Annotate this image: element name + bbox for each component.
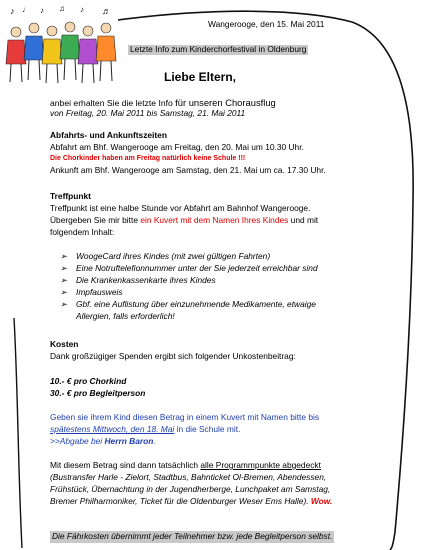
program-line-4 bbox=[50, 497, 332, 507]
program-line-1-prefix: Mit diesem Betrag sind dann tatsächlich bbox=[50, 460, 201, 470]
list-item: ➢ Impfausweis bbox=[60, 287, 123, 298]
departure-text: Abfahrt am Bhf. Wangerooge am Freitag, den 20. Mai um 10.30 Uhr. bbox=[50, 142, 304, 152]
arrival-text: Ankunft am Bhf. Wangerooge am Samstag, den 21. Mai um ca. 17.30 Uhr. bbox=[50, 165, 326, 175]
meeting-line-2 bbox=[50, 216, 318, 226]
costs-heading: Kosten bbox=[50, 339, 79, 349]
arrow-bullet-icon: ➢ bbox=[60, 299, 68, 310]
teacher-name: Herrn Baron bbox=[104, 436, 154, 446]
list-item: ➢ Eine Notrufteleﬁonnummer unter der Sie jederzeit erreichbar sind bbox=[60, 263, 318, 274]
payment-line-3 bbox=[50, 437, 156, 447]
meeting-line-1: Treffpunkt ist eine halbe Stunde vor Abfahrt am Bahnhof Wangerooge. bbox=[50, 203, 311, 213]
arrow-bullet-icon: ➢ bbox=[60, 275, 68, 286]
headline-banner: Letzte Info zum Kinderchorfestival in Oldenburg bbox=[130, 44, 307, 54]
program-line-2: (Bustransfer Harle - Zielort, Stadtbus, Bahnticket Ol-Bremen, Abendessen, bbox=[50, 472, 327, 482]
deadline: spätestens Mittwoch, den 18. Mai bbox=[50, 424, 175, 434]
svg-text:♩: ♩ bbox=[22, 5, 30, 14]
svg-text:♬: ♬ bbox=[102, 6, 111, 16]
price-child: 10.- € pro Chorkind bbox=[50, 376, 127, 386]
intro-dates: von Freitag, 20. Mai 2011 bis Samstag, 21. Mai 2011 bbox=[50, 108, 246, 118]
choir-children-illustration bbox=[2, 4, 122, 88]
costs-line: Dank großzügiger Spenden ergibt sich folgender Unkostenbeitrag: bbox=[50, 351, 296, 361]
price-adult: 30.- € pro Begleitperson bbox=[50, 388, 146, 398]
envelope-instruction: ein Kuvert mit dem Namen Ihres Kindes bbox=[140, 215, 289, 225]
intro-suffix: für unseren Chorausflug bbox=[175, 97, 276, 108]
meeting-heading: Treffpunkt bbox=[50, 191, 91, 201]
arrow-bullet-icon: ➢ bbox=[60, 251, 68, 261]
list-item-continuation: Allergien, falls erforderlich! bbox=[76, 311, 175, 322]
payment-line-3-suffix: . bbox=[153, 436, 156, 446]
svg-text:♪: ♪ bbox=[40, 6, 44, 15]
svg-text:♪: ♪ bbox=[80, 5, 84, 14]
meeting-line-3: folgendem Inhalt: bbox=[50, 227, 115, 237]
list-item: ➢ Die Krankenkassenkarte ihres Kindes bbox=[60, 275, 216, 286]
intro-prefix: anbei erhalten Sie die letzte Info bbox=[50, 98, 176, 108]
program-line-1 bbox=[50, 461, 321, 471]
payment-line-3-prefix: >>Abgabe bei bbox=[50, 436, 105, 446]
svg-text:♪: ♪ bbox=[10, 6, 15, 16]
list-item: ➢ WoogeCard ihres Kindes (mit zwei gültigen Fahrten) bbox=[60, 251, 271, 261]
no-school-note: Die Chorkinder haben am Freitag natürlich keine Schule !!! bbox=[50, 155, 246, 162]
meeting-line-2-suffix: und mit bbox=[288, 215, 319, 225]
program-line-4-text: Bremer Philharmoniker, Ticket für die Oldenburger Weser Ems Halle). bbox=[50, 496, 309, 506]
meeting-line-2-prefix: Übergeben Sie mir bitte bbox=[50, 215, 141, 225]
list-item: ➢ Gbf. eine Auflistung über einzunehmende Medikamente, etwaige bbox=[60, 299, 316, 310]
envelope-contents-list bbox=[60, 252, 318, 325]
arrow-bullet-icon: ➢ bbox=[60, 287, 68, 298]
greeting: Liebe Eltern, bbox=[164, 70, 237, 84]
payment-line-1: Geben sie ihrem Kind diesen Betrag in einem Kuvert mit Namen bitte bis bbox=[50, 412, 320, 422]
footer-note: Die Fährkosten übernimmt jeder Teilnehmer bzw. jede Begleitperson selbst. bbox=[52, 531, 333, 541]
intro-line-1 bbox=[50, 97, 276, 108]
wow-text: Wow. bbox=[310, 496, 333, 506]
program-line-3: Frühstück, Übernachtung in der Jugendherberge, Lunchpaket am Samstag, bbox=[50, 484, 331, 494]
place-date: Wangerooge, den 15. Mai 2011 bbox=[208, 19, 325, 29]
program-covered: alle Programmpunkte abgedeckt bbox=[200, 460, 321, 470]
svg-text:♫: ♫ bbox=[59, 4, 65, 13]
payment-line-2 bbox=[50, 425, 240, 435]
times-heading: Abfahrts- und Ankunftszeiten bbox=[50, 130, 167, 140]
payment-line-2-suffix: in die Schule mit. bbox=[174, 424, 241, 434]
arrow-bullet-icon: ➢ bbox=[60, 263, 68, 274]
